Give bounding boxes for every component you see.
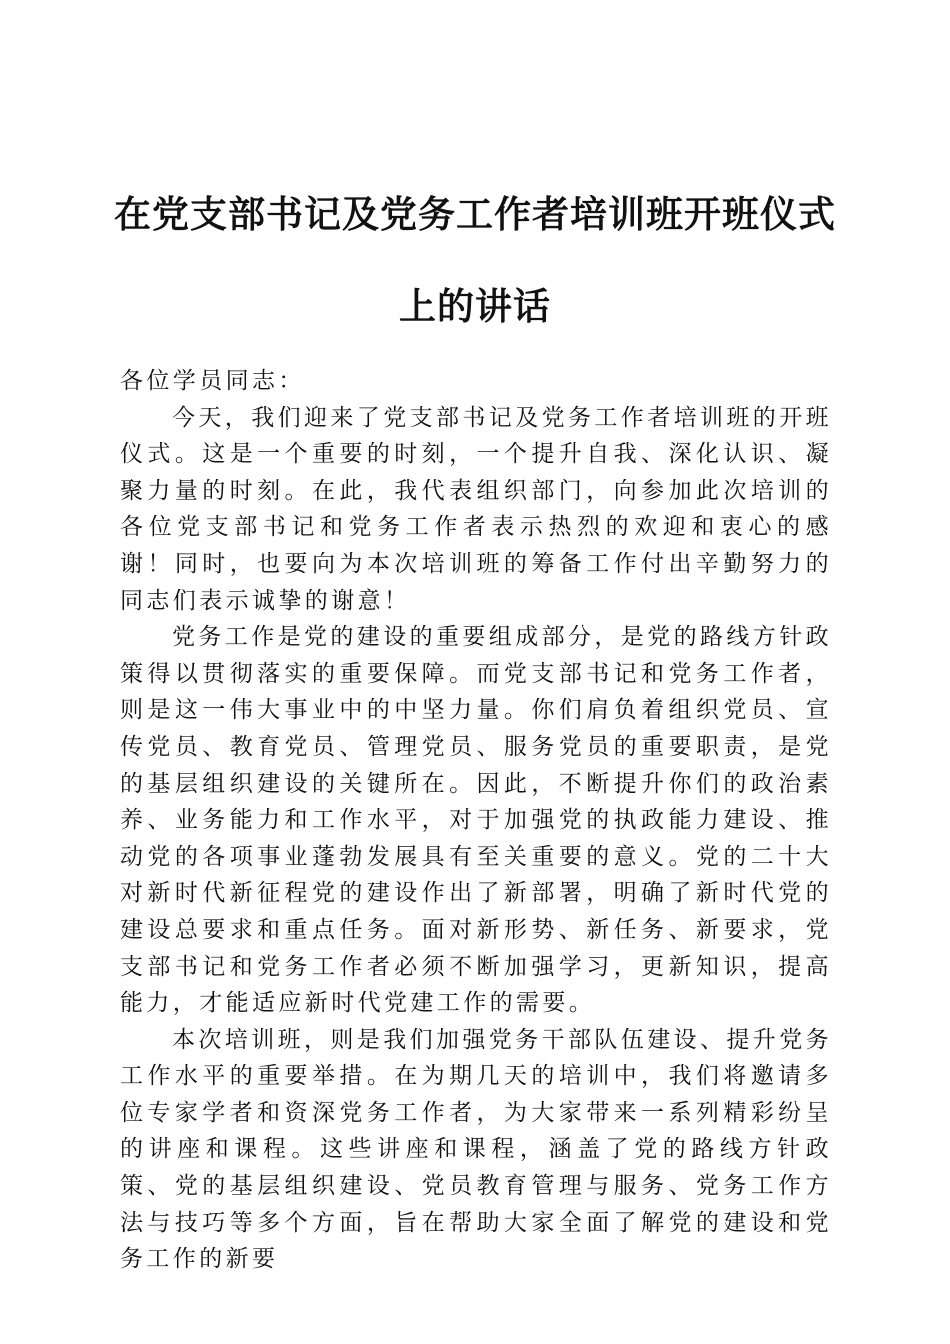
salutation: 各位学员同志： — [120, 368, 305, 394]
document-title: 在党支部书记及党务工作者培训班开班仪式上的讲话 — [114, 192, 836, 328]
paragraph-1: 今天，我们迎来了党支部书记及党务工作者培训班的开班仪式。这是一个重要的时刻，一个提升自我、深化认识、凝聚力量的时刻。在此，我代表组织部门，向参加此次培训的各位党支部书记和党务工作者表示热烈的欢迎和衷心的感谢！同时，也要向为本次培训班的筹备工作付出辛勤努力的同志们表示诚挚的谢意！ — [120, 404, 832, 614]
paragraph-3: 本次培训班，则是我们加强党务干部队伍建设、提升党务工作水平的重要举措。在为期几天的培训中，我们将邀请多位专家学者和资深党务工作者，为大家带来一系列精彩纷呈的讲座和课程。这些讲座和课程，涵盖了党的路线方针政策、党的基层组织建设、党员教育管理与服务、党务工作方法与技巧等多个方面，旨在帮助大家全面了解党的建设和党务工作的新要 — [120, 1026, 832, 1273]
paragraph-2: 党务工作是党的建设的重要组成部分，是党的路线方针政策得以贯彻落实的重要保障。而党支部书记和党务工作者，则是这一伟大事业中的中坚力量。你们肩负着组织党员、宣传党员、教育党员、管理党员、服务党员的重要职责，是党的基层组织建设的关键所在。因此，不断提升你们的政治素养、业务能力和工作水平，对于加强党的执政能力建设、推动党的各项事业蓬勃发展具有至关重要的意义。党的二十大对新时代新征程党的建设作出了新部署，明确了新时代党的建设总要求和重点任务。面对新形势、新任务、新要求，党支部书记和党务工作者必须不断加强学习，更新知识，提高能力，才能适应新时代党建工作的需要。 — [120, 624, 832, 1017]
document-body — [120, 363, 832, 1278]
